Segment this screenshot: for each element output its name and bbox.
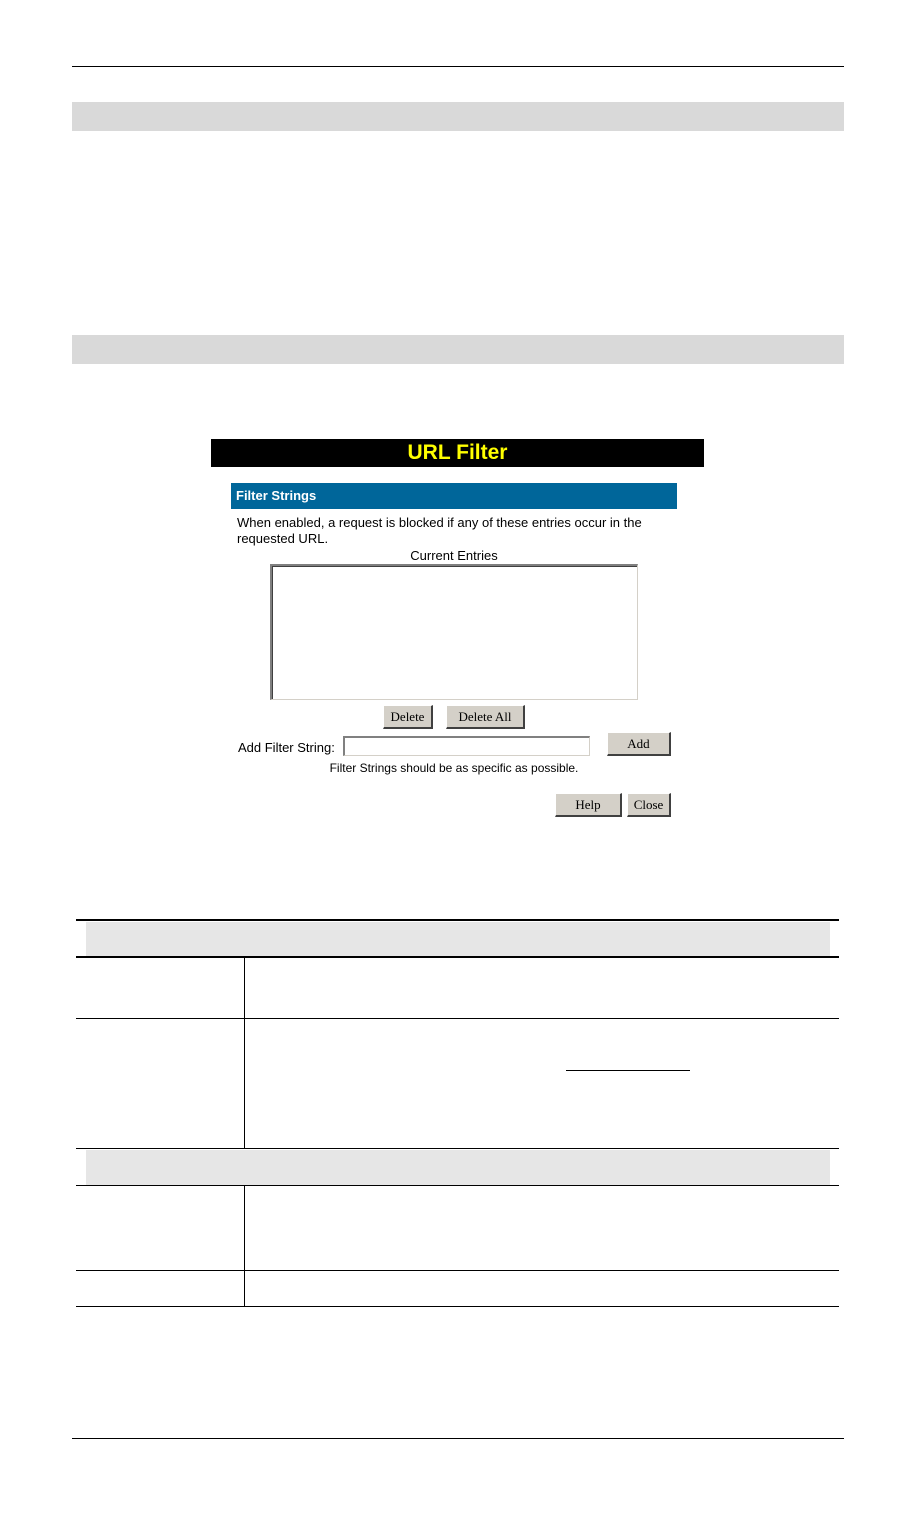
page-top-rule <box>72 66 844 67</box>
table-top-border <box>76 919 839 921</box>
add-filter-string-input[interactable] <box>343 736 590 756</box>
filter-strings-header: Filter Strings <box>231 483 677 509</box>
close-button[interactable]: Close <box>627 793 671 817</box>
add-filter-string-label: Add Filter String: <box>238 740 335 755</box>
heading-bar-2 <box>72 335 844 364</box>
delete-button[interactable]: Delete <box>383 705 433 729</box>
table-column-divider-2 <box>244 1186 245 1307</box>
table-section-header-2 <box>86 1150 830 1185</box>
heading-bar-1 <box>72 102 844 131</box>
table-column-divider-1 <box>244 958 245 1149</box>
table-bottom-border <box>76 1306 839 1307</box>
delete-all-button[interactable]: Delete All <box>446 705 525 729</box>
dialog-title: URL Filter <box>211 439 704 467</box>
current-entries-label: Current Entries <box>410 548 498 563</box>
table-header-1-bottom <box>76 956 839 958</box>
table-row-divider-3 <box>76 1270 839 1271</box>
page-bottom-rule <box>72 1438 844 1439</box>
current-entries-list[interactable] <box>270 564 638 700</box>
dialog-description: When enabled, a request is blocked if any of these entries occur in the requested URL. <box>237 515 642 546</box>
text-underline-mark <box>566 1070 690 1071</box>
table-row-divider-1 <box>76 1018 839 1019</box>
filter-hint-text: Filter Strings should be as specific as possible. <box>329 761 579 775</box>
table-section-header-1 <box>86 922 830 956</box>
table-row-divider-2 <box>76 1148 839 1149</box>
table-header-2-bottom <box>76 1185 839 1186</box>
help-button[interactable]: Help <box>555 793 622 817</box>
add-button[interactable]: Add <box>607 732 671 756</box>
